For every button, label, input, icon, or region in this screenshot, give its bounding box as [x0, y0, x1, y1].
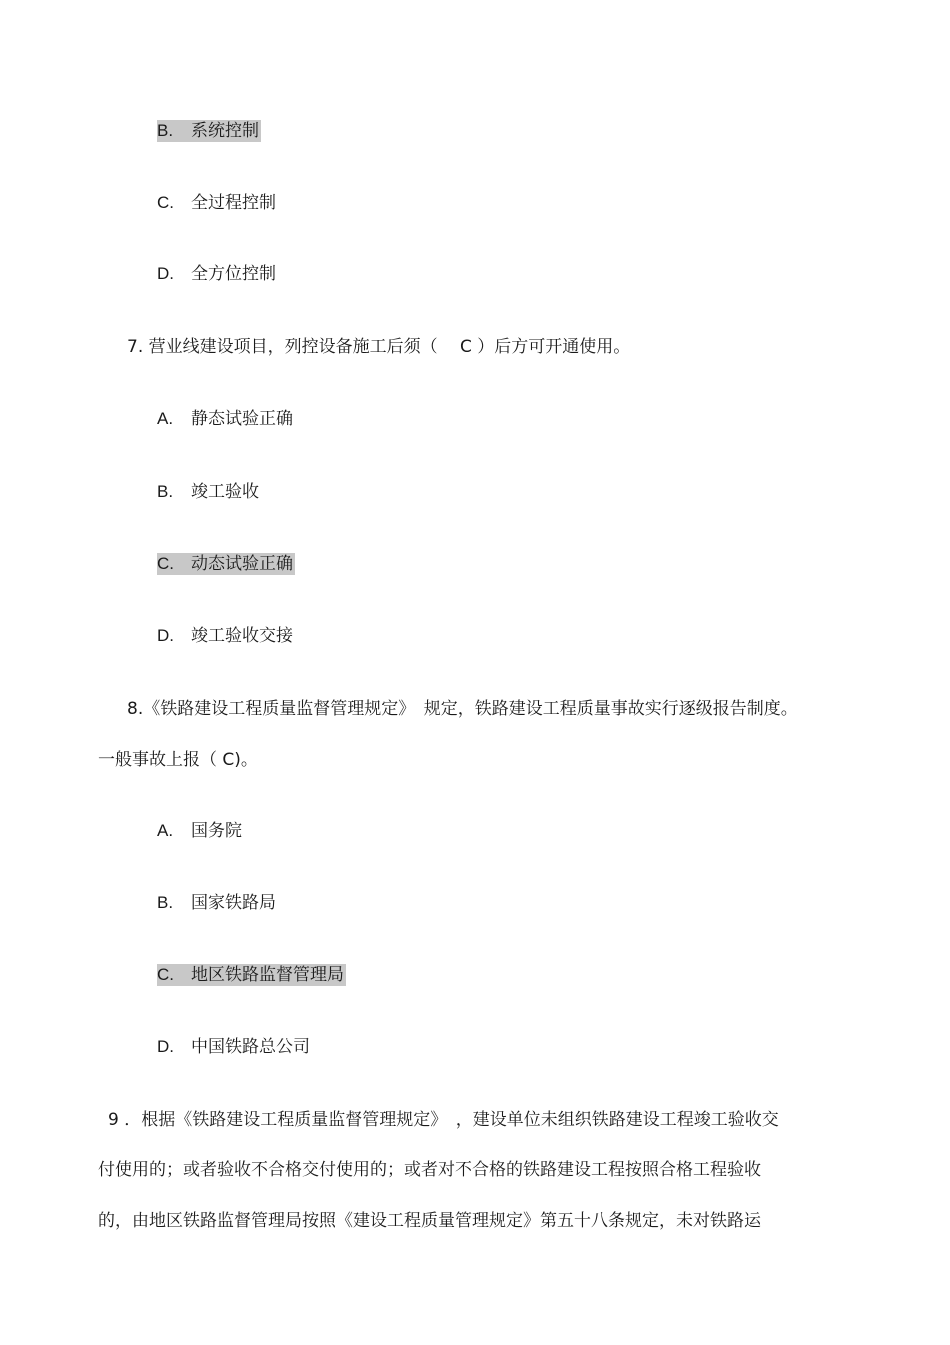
q8-option-a [157, 820, 242, 842]
option-text: 地区铁路监督管理局 [191, 965, 344, 985]
q9-line1: 9 ．根据《铁路建设工程质量监督管理规定》 ，建设单位未组织铁路建设工程竣工验收交 [108, 1110, 779, 1130]
option-letter: A. [157, 409, 174, 428]
option-text: 国家铁路局 [191, 893, 276, 913]
q8-option-b [157, 892, 276, 914]
q6-option-d [157, 263, 276, 285]
q8-option-d [157, 1036, 310, 1058]
option-letter: C. [157, 193, 174, 212]
q7-option-b [157, 481, 259, 503]
option-text: 系统控制 [191, 121, 259, 141]
q6-option-c [157, 192, 276, 214]
q8-question-line1: 8.《铁路建设工程质量监督管理规定》 规定，铁路建设工程质量事故实行逐级报告制度。 [127, 699, 798, 719]
option-letter: C. [157, 965, 174, 984]
option-text: 全过程控制 [191, 193, 276, 213]
option-letter: C. [157, 554, 174, 573]
option-text: 竣工验收 [191, 482, 259, 502]
q9-line2: 付使用的；或者验收不合格交付使用的；或者对不合格的铁路建设工程按照合格工程验收 [98, 1160, 761, 1180]
q9-line3: 的，由地区铁路监督管理局按照《建设工程质量管理规定》第五十八条规定，未对铁路运 [98, 1211, 761, 1231]
option-text: 中国铁路总公司 [191, 1037, 310, 1057]
option-text: 动态试验正确 [191, 554, 293, 574]
option-text: 静态试验正确 [191, 409, 293, 429]
option-letter: B. [157, 482, 174, 501]
option-text: 全方位控制 [191, 264, 276, 284]
q8-question-line2: 一般事故上报（ C)。 [98, 750, 258, 770]
q7-option-c [157, 553, 295, 575]
option-text: 国务院 [191, 821, 242, 841]
q7-option-d [157, 625, 293, 647]
q7-question: 7. 营业线建设项目，列控设备施工后须（ C ）后方可开通使用。 [127, 337, 631, 357]
option-letter: B. [157, 121, 174, 140]
q6-option-b [157, 120, 261, 142]
option-letter: D. [157, 626, 174, 645]
option-letter: D. [157, 1037, 174, 1056]
option-text: 竣工验收交接 [191, 626, 293, 646]
option-letter: B. [157, 893, 174, 912]
q8-option-c [157, 964, 346, 986]
option-letter: D. [157, 264, 174, 283]
q7-option-a [157, 408, 293, 430]
option-letter: A. [157, 821, 174, 840]
